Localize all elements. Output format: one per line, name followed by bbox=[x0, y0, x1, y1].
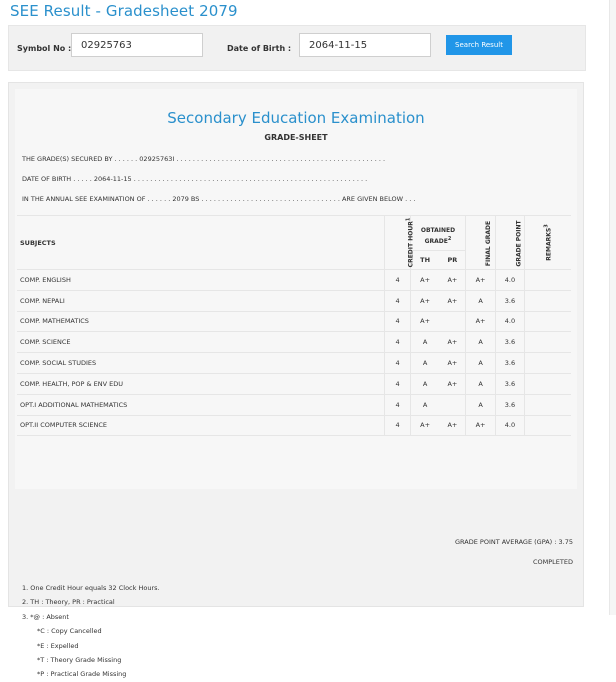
credit-cell: 4 bbox=[385, 373, 410, 394]
symbol-label: Symbol No : bbox=[17, 44, 72, 53]
subject-cell: COMP. HEALTH, POP & ENV EDU bbox=[17, 373, 385, 394]
table-row bbox=[17, 311, 571, 332]
gradesheet bbox=[8, 82, 584, 679]
table-row bbox=[17, 353, 571, 374]
final-grade-cell: A bbox=[466, 353, 495, 374]
final-grade-cell: A bbox=[466, 373, 495, 394]
subject-cell: COMP. NEPALI bbox=[17, 290, 385, 311]
header-final-grade: FINAL GRADE bbox=[466, 216, 495, 270]
footnote: 2. TH : Theory, PR : Practical bbox=[22, 598, 115, 607]
credit-cell: 4 bbox=[385, 270, 410, 291]
footnote: *T : Theory Grade Missing bbox=[37, 656, 122, 665]
header-th: TH bbox=[410, 251, 439, 270]
gradesheet-subtitle: GRADE-SHEET bbox=[264, 133, 328, 142]
result-status: COMPLETED bbox=[533, 558, 573, 566]
footnotes bbox=[22, 581, 160, 682]
pr-grade-cell bbox=[440, 394, 466, 415]
pr-grade-cell: A+ bbox=[440, 415, 466, 436]
remarks-cell bbox=[525, 290, 571, 311]
gpa-summary: GRADE POINT AVERAGE (GPA) : 3.75 bbox=[455, 538, 573, 546]
footnote: *E : Expelled bbox=[37, 641, 79, 650]
footnote: *P : Practical Grade Missing bbox=[37, 670, 127, 679]
remarks-cell bbox=[525, 332, 571, 353]
page-title: SEE Result - Gradesheet 2079 bbox=[10, 2, 238, 20]
subject-cell: COMP. SOCIAL STUDIES bbox=[17, 353, 385, 374]
grade-point-cell: 3.6 bbox=[495, 290, 524, 311]
th-grade-cell: A bbox=[410, 394, 439, 415]
symbol-input[interactable] bbox=[71, 33, 203, 57]
pr-grade-cell: A+ bbox=[440, 373, 466, 394]
remarks-cell bbox=[525, 311, 571, 332]
table-row bbox=[17, 415, 571, 436]
header-remarks: REMARKS$^3$ bbox=[525, 216, 571, 270]
grade-point-cell: 3.6 bbox=[495, 373, 524, 394]
final-grade-cell: A+ bbox=[466, 270, 495, 291]
final-grade-cell: A bbox=[466, 394, 495, 415]
pr-grade-cell: A+ bbox=[440, 353, 466, 374]
header-credit-hour: CREDIT HOUR$^1$ bbox=[385, 216, 410, 270]
table-row bbox=[17, 394, 571, 415]
th-grade-cell: A+ bbox=[410, 270, 439, 291]
credit-cell: 4 bbox=[385, 353, 410, 374]
dob-input[interactable] bbox=[299, 33, 431, 57]
remarks-cell bbox=[525, 415, 571, 436]
remarks-cell bbox=[525, 373, 571, 394]
remarks-cell bbox=[525, 353, 571, 374]
final-grade-cell: A bbox=[466, 332, 495, 353]
credit-cell: 4 bbox=[385, 311, 410, 332]
header-pr: PR bbox=[440, 251, 466, 270]
student-dob-line: DATE OF BIRTH . . . . . 2064-11-15 . . . . . . . . . . . . . . . . . . . . . . . . . . . . . . . . . . . . . . . . . . . . . . . . . . . . . . . . . bbox=[22, 175, 368, 183]
dob-label: Date of Birth : bbox=[227, 44, 292, 53]
grades-table bbox=[17, 215, 571, 436]
th-grade-cell: A+ bbox=[410, 290, 439, 311]
credit-cell: 4 bbox=[385, 394, 410, 415]
th-grade-cell: A+ bbox=[410, 311, 439, 332]
grade-point-cell: 3.6 bbox=[495, 353, 524, 374]
th-grade-cell: A bbox=[410, 353, 439, 374]
exam-year-line: IN THE ANNUAL SEE EXAMINATION OF . . . . . . 2079 BS . . . . . . . . . . . . . . . . . . . . . . . . . . . . . . . . . . ARE GIVEN BELOW . . . bbox=[22, 195, 416, 203]
grade-point-cell: 3.6 bbox=[495, 332, 524, 353]
grade-point-cell: 3.6 bbox=[495, 394, 524, 415]
subject-cell: COMP. MATHEMATICS bbox=[17, 311, 385, 332]
grade-point-cell: 4.0 bbox=[495, 415, 524, 436]
table-row bbox=[17, 290, 571, 311]
pr-grade-cell bbox=[440, 311, 466, 332]
pr-grade-cell: A+ bbox=[440, 290, 466, 311]
credit-cell: 4 bbox=[385, 415, 410, 436]
final-grade-cell: A+ bbox=[466, 311, 495, 332]
th-grade-cell: A+ bbox=[410, 415, 439, 436]
search-result-button[interactable]: Search Result bbox=[446, 35, 512, 55]
footnote: 3. *@ : Absent bbox=[22, 612, 69, 621]
th-grade-cell: A bbox=[410, 332, 439, 353]
credit-cell: 4 bbox=[385, 332, 410, 353]
table-row bbox=[17, 373, 571, 394]
pr-grade-cell: A+ bbox=[440, 270, 466, 291]
header-subjects: SUBJECTS bbox=[17, 216, 385, 270]
credit-cell: 4 bbox=[385, 290, 410, 311]
th-grade-cell: A bbox=[410, 373, 439, 394]
final-grade-cell: A+ bbox=[466, 415, 495, 436]
footnote: *C : Copy Cancelled bbox=[37, 627, 102, 636]
table-row bbox=[17, 332, 571, 353]
table-row bbox=[17, 270, 571, 291]
grade-point-cell: 4.0 bbox=[495, 270, 524, 291]
subject-cell: OPT.II COMPUTER SCIENCE bbox=[17, 415, 385, 436]
remarks-cell bbox=[525, 270, 571, 291]
search-bar bbox=[8, 25, 586, 71]
gradesheet-title: Secondary Education Examination bbox=[167, 109, 425, 127]
grade-point-cell: 4.0 bbox=[495, 311, 524, 332]
student-symbol-line: THE GRADE(S) SECURED BY . . . . . . 02925763I . . . . . . . . . . . . . . . . . . . . . . . . . . . . . . . . . . . . . . . . . . . . . . . . . . . bbox=[22, 155, 386, 163]
remarks-cell bbox=[525, 394, 571, 415]
header-obtained-grade: OBTAINED GRADE$^2$ bbox=[410, 216, 466, 251]
subject-cell: OPT.I ADDITIONAL MATHEMATICS bbox=[17, 394, 385, 415]
final-grade-cell: A bbox=[466, 290, 495, 311]
scrollbar[interactable] bbox=[609, 0, 616, 615]
subject-cell: COMP. ENGLISH bbox=[17, 270, 385, 291]
header-grade-point: GRADE POINT bbox=[495, 216, 524, 270]
pr-grade-cell: A+ bbox=[440, 332, 466, 353]
footnote: 1. One Credit Hour equals 32 Clock Hours. bbox=[22, 584, 160, 592]
grades-table-body bbox=[17, 270, 571, 436]
subject-cell: COMP. SCIENCE bbox=[17, 332, 385, 353]
